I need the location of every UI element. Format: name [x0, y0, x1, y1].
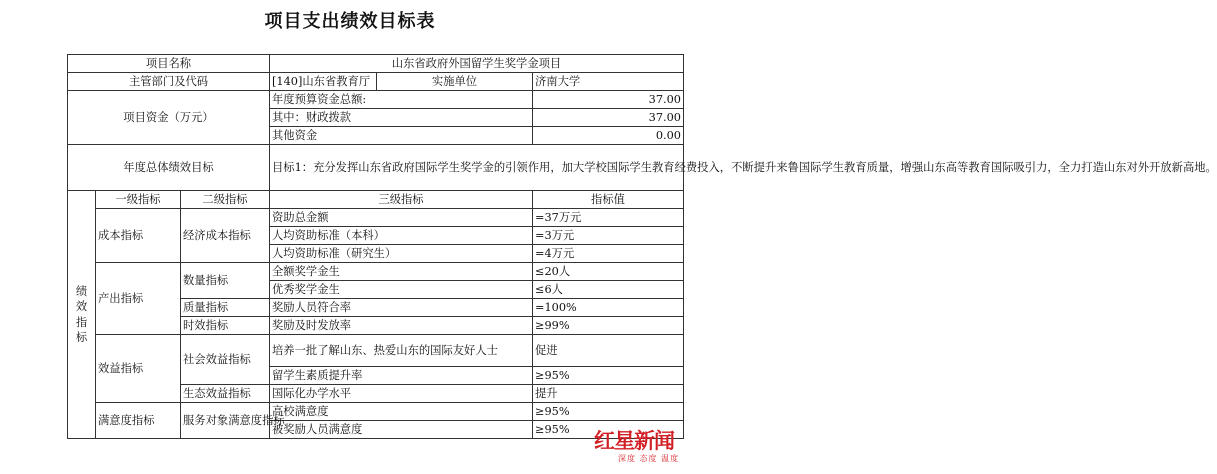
indicator-value: ≥95%: [533, 367, 684, 385]
funds-row-value: 37.00: [533, 91, 684, 109]
output-indicator: 产出指标: [96, 263, 181, 335]
funds-row-label: 其中：财政拨款: [270, 109, 533, 127]
indicators-side-label: 绩 效 指 标: [68, 191, 96, 439]
project-name-value: 山东省政府外国留学生奖学金项目: [270, 55, 684, 73]
eco-benefit-indicator: 生态效益指标: [181, 385, 270, 403]
indicator-value: =4万元: [533, 245, 684, 263]
social-benefit-indicator: 社会效益指标: [181, 335, 270, 385]
benefit-indicator: 效益指标: [96, 335, 181, 403]
indicator-value: =3万元: [533, 227, 684, 245]
project-name-label: 项目名称: [68, 55, 270, 73]
annual-goal-label: 年度总体绩效目标: [68, 145, 270, 191]
indicator-value: ≥99%: [533, 317, 684, 335]
indicator-value: ≥95%: [533, 403, 684, 421]
timeliness-indicator: 时效指标: [181, 317, 270, 335]
indicator-value: 提升: [533, 385, 684, 403]
table-row: [68, 209, 684, 227]
watermark-sub: 深度 态度 温度: [618, 454, 680, 463]
watermark-logo: [594, 425, 698, 471]
table-row: [68, 55, 684, 73]
level3-indicator: 全额奖学金生: [270, 263, 533, 281]
table-row: [68, 145, 684, 191]
quantity-indicator: 数量指标: [181, 263, 270, 299]
funds-row-value: 0.00: [533, 127, 684, 145]
level3-indicator: 资助总金额: [270, 209, 533, 227]
header-value: 指标值: [533, 191, 684, 209]
page-title: 项目支出绩效目标表: [264, 11, 436, 32]
indicator-value: =100%: [533, 299, 684, 317]
watermark-brand: 红星新闻: [594, 429, 674, 453]
header-level2: 二级指标: [181, 191, 270, 209]
cost-indicator: 成本指标: [96, 209, 181, 263]
table-row: [68, 263, 684, 281]
level3-indicator: 人均资助标准（本科）: [270, 227, 533, 245]
funds-row-label: 年度预算资金总额:: [270, 91, 533, 109]
level3-indicator: 人均资助标准（研究生）: [270, 245, 533, 263]
quality-indicator: 质量指标: [181, 299, 270, 317]
service-satisfaction-indicator: 服务对象满意度指标: [181, 403, 270, 439]
table-row: [68, 335, 684, 367]
table-row: [68, 91, 684, 109]
level3-indicator: 奖励及时发放率: [270, 317, 533, 335]
header-level3: 三级指标: [270, 191, 533, 209]
funds-row-value: 37.00: [533, 109, 684, 127]
funds-label: 项目资金（万元）: [68, 91, 270, 145]
indicator-value: =37万元: [533, 209, 684, 227]
indicator-value: 促进: [533, 335, 684, 367]
department-value: [140]山东省教育厅: [270, 73, 377, 91]
annual-goal-text: 目标1：充分发挥山东省政府国际学生奖学金的引领作用，加大学校国际学生教育经费投入，不断提升来鲁国际学生教育质量，增强山东高等教育国际吸引力，全力打造山东对外开放新高地。: [270, 145, 684, 191]
indicator-value: ≤6人: [533, 281, 684, 299]
funds-row-label: 其他资金: [270, 127, 533, 145]
table-row: [68, 191, 684, 209]
level3-indicator: 被奖励人员满意度: [270, 421, 533, 439]
level3-indicator: 培养一批了解山东、热爱山东的国际友好人士: [270, 335, 533, 367]
level3-indicator: 奖励人员符合率: [270, 299, 533, 317]
department-label: 主管部门及代码: [68, 73, 270, 91]
level3-indicator: 高校满意度: [270, 403, 533, 421]
level3-indicator: 留学生素质提升率: [270, 367, 533, 385]
indicator-value: ≤20人: [533, 263, 684, 281]
level3-indicator: 国际化办学水平: [270, 385, 533, 403]
table-row: [68, 403, 684, 421]
table-row: [68, 73, 684, 91]
header-level1: 一级指标: [96, 191, 181, 209]
economic-cost-indicator: 经济成本指标: [181, 209, 270, 263]
satisfaction-indicator: 满意度指标: [96, 403, 181, 439]
indicator-value: ≥95%: [533, 421, 684, 439]
level3-indicator: 优秀奖学金生: [270, 281, 533, 299]
performance-target-table: [67, 54, 1217, 439]
impl-unit-label: 实施单位: [377, 73, 533, 91]
impl-unit-value: 济南大学: [533, 73, 684, 91]
